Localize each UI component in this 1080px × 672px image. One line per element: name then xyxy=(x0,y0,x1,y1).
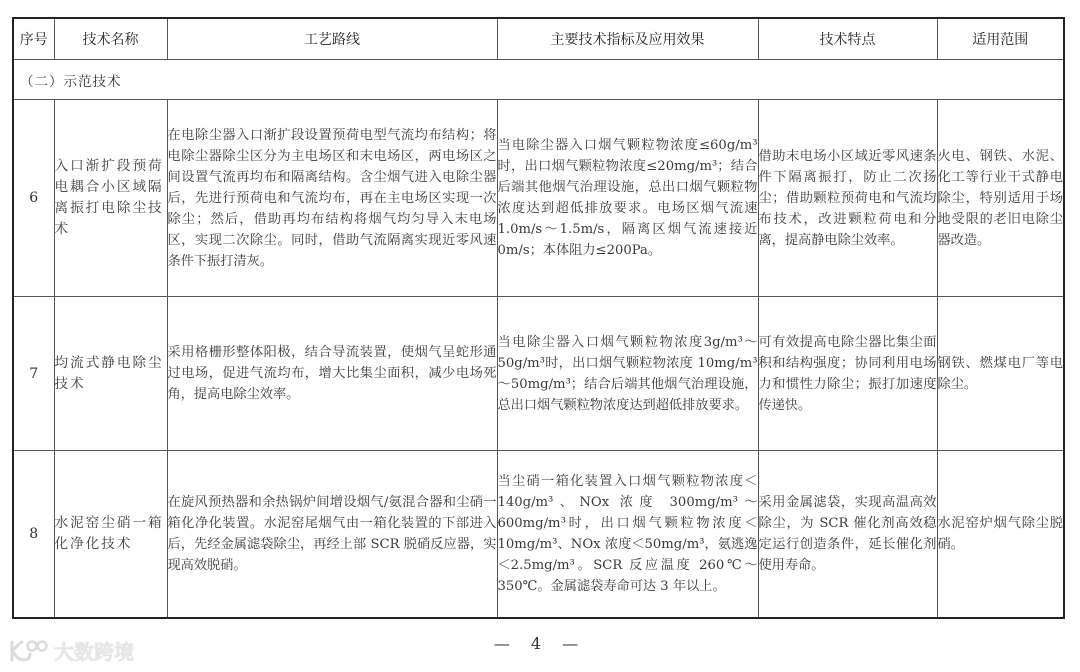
row-process: 在旋风预热器和余热锅炉间增设烟气/氨混合器和尘硝一箱化净化装置。水泥窑尾烟气由一箱化装置的下部进入后，先经金属滤袋除尘，再经上部 SCR 脱硝反应器，实现高效脱硝。 xyxy=(167,451,497,619)
row-tech-name: 入口渐扩段预荷电耦合小区域隔离振打电除尘技术 xyxy=(54,100,167,297)
table-row xyxy=(13,297,1064,451)
row-indicators: 当电除尘器入口烟气颗粒物浓度3g/m³～50g/m³时，出口烟气颗粒物浓度 10mg/m³～50mg/m³；结合后端其他烟气治理设施，总出口烟气颗粒物浓度达到超低排放要求。 xyxy=(497,297,758,451)
row-features: 采用金属滤袋，实现高温高效除尘，为 SCR 催化剂高效稳定运行创造条件，延长催化剂使用寿命。 xyxy=(758,451,937,619)
watermark-text: 大数跨境 xyxy=(54,640,134,664)
row-scope: 水泥窑炉烟气除尘脱硝。 xyxy=(937,451,1064,619)
row-features: 借助末电场小区域近零风速条件下隔离振打，防止二次扬尘；借助颗粒预荷电和气流均布技术，改进颗粒荷电和分离，提高静电除尘效率。 xyxy=(758,100,937,297)
page-number: — 4 — xyxy=(493,634,587,653)
row-index: 8 xyxy=(13,451,54,619)
row-tech-name: 水泥窑尘硝一箱化净化技术 xyxy=(54,451,167,619)
row-index: 6 xyxy=(13,100,54,297)
table-header-row xyxy=(13,18,1064,60)
row-scope: 火电、钢铁、水泥、化工等行业干式静电除尘，特别适用于场地受限的老旧电除尘器改造。 xyxy=(937,100,1064,297)
table-row xyxy=(13,100,1064,297)
header-process: 工艺路线 xyxy=(167,18,497,60)
table-row xyxy=(13,451,1064,619)
row-scope: 钢铁、燃煤电厂等电除尘。 xyxy=(937,297,1064,451)
technology-table xyxy=(12,17,1065,619)
row-tech-name: 均流式静电除尘技术 xyxy=(54,297,167,451)
section-row xyxy=(13,60,1064,100)
header-indicators: 主要技术指标及应用效果 xyxy=(497,18,758,60)
row-process: 在电除尘器入口渐扩段设置预荷电型气流均布结构；将电除尘器除尘区分为主电场区和末电场区，两电场区之间设置气流再均布和隔离结构。含尘烟气进入电除尘器后，先进行预荷电和气流均布，再在主电场区实现一次除尘；然后，借助再均布结构将烟气均匀导入末电场区，实现二次除尘。同时，借助气流隔离实现近零风速条件下振打清灰。 xyxy=(167,100,497,297)
row-features: 可有效提高电除尘器比集尘面积和结构强度；协同利用电场力和惯性力除尘；振打加速度传递快。 xyxy=(758,297,937,451)
header-features: 技术特点 xyxy=(758,18,937,60)
header-scope: 适用范围 xyxy=(937,18,1064,60)
row-process: 采用格栅形整体阳极，结合导流装置，使烟气呈蛇形通过电场，促进气流均布，增大比集尘面积，减少电场死角，提高电除尘效率。 xyxy=(167,297,497,451)
row-index: 7 xyxy=(13,297,54,451)
section-title: （二）示范技术 xyxy=(13,60,1064,100)
header-index: 序号 xyxy=(13,18,54,60)
header-name: 技术名称 xyxy=(54,18,167,60)
row-indicators: 当电除尘器入口烟气颗粒物浓度≤60g/m³时，出口烟气颗粒物浓度≤20mg/m³；结合后端其他烟气治理设施，总出口烟气颗粒物浓度达到超低排放要求。电场区烟气流速 1.0m/s～1.5m/s，隔离区烟气流速接近 0m/s；本体阻力≤200Pa。 xyxy=(497,100,758,297)
row-indicators: 当尘硝一箱化装置入口烟气颗粒物浓度＜140g/m³、NOx 浓度 300mg/m³～600mg/m³时，出口烟气颗粒物浓度＜10mg/m³、NOx 浓度＜50mg/m³，氨逃逸＜2.5mg/m³。SCR 反应温度 260℃～350℃。金属滤袋寿命可达 3 年以上。 xyxy=(497,451,758,619)
